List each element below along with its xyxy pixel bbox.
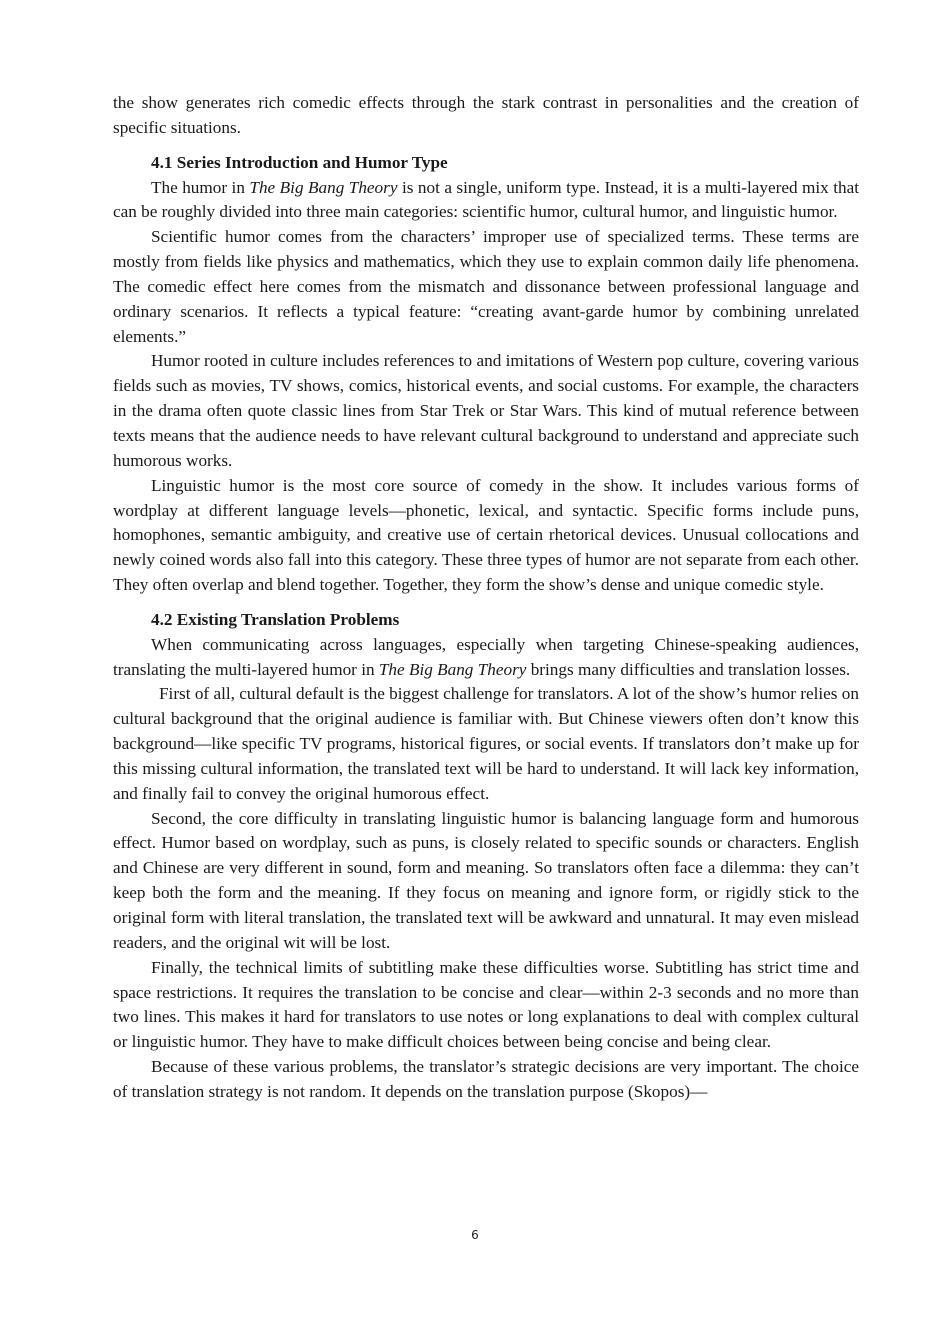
section-heading-4-1: 4.1 Series Introduction and Humor Type [151,152,448,172]
continuation-paragraph: the show generates rich comedic effects through the stark contrast in personalities and the creation of specific situations. [113,93,859,137]
show-title-italic: The Big Bang Theory [378,659,527,679]
paragraph-cultural-default: First of all, cultural default is the biggest challenge for translators. A lot of the show’s humor relies on cultural background that the original audience is familiar with. But Chinese viewers often don’t know this background—like specific TV programs, historical figures, or social events. If translators don’t make up for this missing cultural information, the translated text will be hard to understand. It will lack key information, and finally fail to convey the original humorous effect. [113,684,859,803]
paragraph-4-1-humor-overview [113,176,859,226]
page-number: 6 [471,1228,479,1242]
paragraph-cultural-humor: Humor rooted in culture includes references to and imitations of Western pop culture, covering various fields such as movies, TV shows, comics, historical events, and social customs. For example, the characters in the drama often quote classic lines from Star Trek or Star Wars. This kind of mutual reference between texts means that the audience needs to have relevant cultural background to understand and appreciate such humorous works. [113,351,859,470]
text-run: brings many difficulties and translation losses. [526,659,851,679]
text-run: When communicating across languages, especially when targeting Chinese-speaking audiences, translating the multi-layered humor in [113,634,859,679]
section-heading-4-2: 4.2 Existing Translation Problems [151,609,400,629]
paragraph-linguistic-difficulty: Second, the core difficulty in translating linguistic humor is balancing language form and humorous effect. Humor based on wordplay, such as puns, is closely related to specific sounds or characters. English and Chinese are very different in sound, form and meaning. So translators often face a dilemma: they can’t keep both the form and the meaning. If they focus on meaning and ignore form, or rigidly stick to the original form with literal translation, the translated text will be awkward and unnatural. It may even mislead readers, and the original wit will be lost. [113,808,859,952]
text-run: The humor in [151,177,250,197]
paragraph-strategic-decisions: Because of these various problems, the translator’s strategic decisions are very important. The choice of translation strategy is not random. It depends on the translation purpose (Skopos)— [113,1057,859,1101]
show-title-italic: The Big Bang Theory [249,177,398,197]
paragraph-4-2-intro [113,633,859,683]
paragraph-scientific-humor: Scientific humor comes from the characters’ improper use of specialized terms. These terms are mostly from fields like physics and mathematics, which they use to explain common daily life phenomena. The comedic effect here comes from the mismatch and dissonance between professional language and ordinary scenarios. It reflects a typical feature: “creating avant-garde humor by combining unrelated elements.” [113,227,859,346]
paragraph-linguistic-humor: Linguistic humor is the most core source of comedy in the show. It includes various forms of wordplay at different language levels—phonetic, lexical, and syntactic. Specific forms include puns, homophones, semantic ambiguity, and creative use of certain rhetorical devices. Unusual collocations and newly coined words also fall into this category. These three types of humor are not separate from each other. They often overlap and blend together. Together, they form the show’s dense and unique comedic style. [113,475,859,595]
text-run: is not a single, uniform type. Instead, it is a multi-layered mix that can be roughly divided into three main categories: scientific humor, cultural humor, and linguistic humor. [113,177,860,222]
document-page [113,91,859,1105]
paragraph-subtitling-limits: Finally, the technical limits of subtitling make these difficulties worse. Subtitling has strict time and space restrictions. It requires the translation to be concise and clear—within 2-3 seconds and no more than two lines. This makes it hard for translators to use notes or long explanations to deal with complex cultural or linguistic humor. They have to make difficult choices between being concise and being clear. [113,957,859,1052]
